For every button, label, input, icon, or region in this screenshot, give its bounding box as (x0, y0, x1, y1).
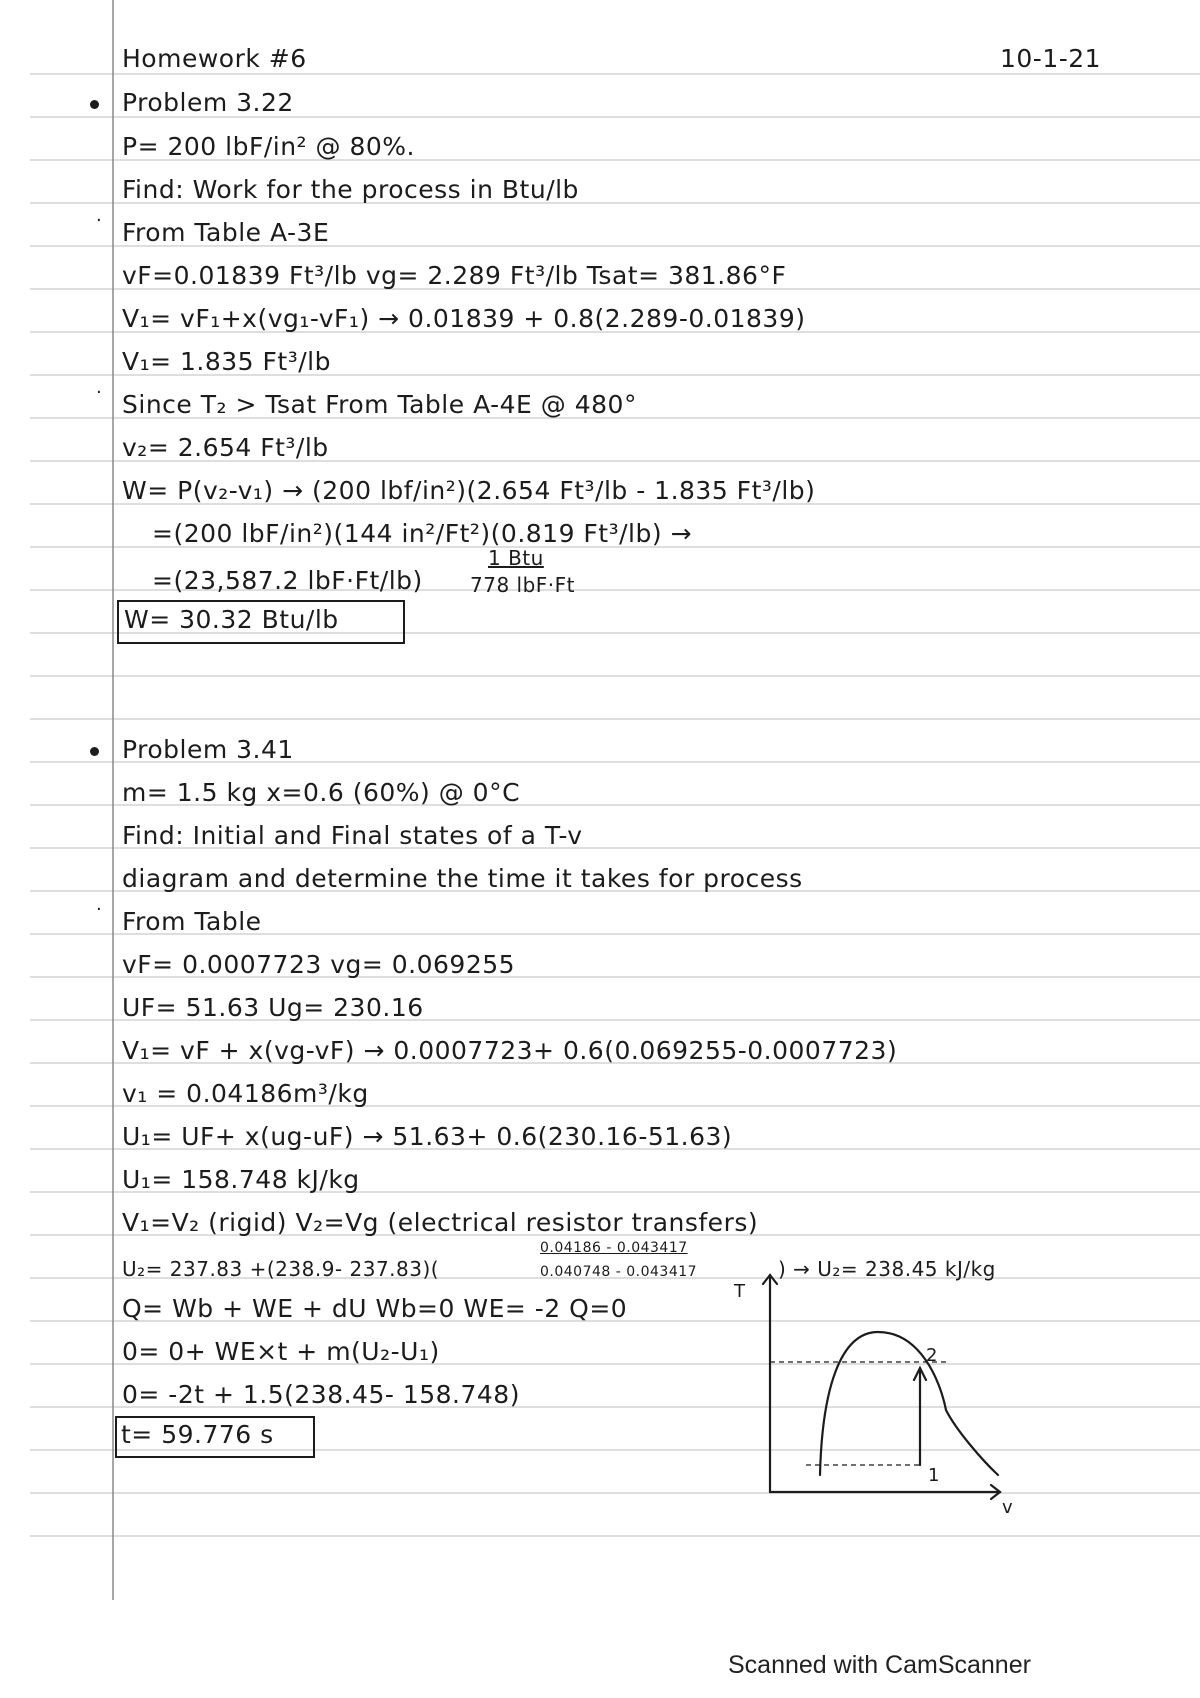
p2-find-1: Find: Initial and Final states of a T-v (122, 821, 583, 850)
step-tick: · (96, 210, 102, 231)
p2-v-values: vF= 0.0007723 vg= 0.069255 (122, 950, 516, 979)
p1-find: Find: Work for the process in Btu/lb (122, 175, 579, 204)
step-tick: · (96, 382, 102, 403)
p2-find-2: diagram and determine the time it takes for process (122, 864, 803, 893)
camscanner-watermark: Scanned with CamScanner (728, 1651, 1031, 1679)
p2-balance-expanded: 0= 0+ WE×t + m(U₂-U₁) (122, 1337, 440, 1366)
problem-2-title: Problem 3.41 (122, 735, 294, 764)
p1-given: P= 200 lbF/in² @ 80%. (122, 132, 415, 161)
p1-since: Since T₂ > Tsat From Table A-4E @ 480° (122, 390, 637, 419)
p1-conversion-denominator: 778 lbF·Ft (470, 573, 575, 597)
bullet-problem-2 (90, 747, 99, 756)
p2-energy-balance: Q= Wb + WE + dU Wb=0 WE= -2 Q=0 (122, 1294, 628, 1323)
tv-diagram-sketch (760, 1270, 1020, 1510)
p1-answer: W= 30.32 Btu/lb (124, 605, 339, 634)
tv-point-2-label: 2 (926, 1345, 938, 1366)
p2-interp-denominator: 0.040748 - 0.043417 (540, 1264, 698, 1280)
tv-y-axis-label: T (734, 1281, 745, 1302)
p2-u1-result: U₁= 158.748 kJ/kg (122, 1165, 360, 1194)
p2-v1-result: v₁ = 0.04186m³/kg (122, 1079, 369, 1108)
p1-v1-formula: V₁= vF₁+x(vg₁-vF₁) → 0.01839 + 0.8(2.289-0.01839) (122, 304, 806, 333)
p2-balance-numeric: 0= -2t + 1.5(238.45- 158.748) (122, 1380, 520, 1409)
tv-x-axis-label: v (1002, 1497, 1013, 1518)
tv-diagram (734, 1270, 1020, 1518)
p1-v1-result: V₁= 1.835 Ft³/lb (122, 347, 331, 376)
homework-title: Homework #6 (122, 44, 307, 73)
p2-u2-result: ) → U₂= 238.45 kJ/kg (778, 1257, 996, 1281)
p2-u1-formula: U₁= UF+ x(ug-uF) → 51.63+ 0.6(230.16-51.63) (122, 1122, 733, 1151)
p1-conversion-numerator: 1 Btu (488, 546, 544, 570)
step-tick: · (96, 899, 102, 920)
bullet-problem-1 (90, 100, 99, 109)
p1-work-step-2: =(23,587.2 lbF·Ft/lb) (152, 566, 423, 595)
p1-v2: v₂= 2.654 Ft³/lb (122, 433, 329, 462)
problem-1-title: Problem 3.22 (122, 88, 294, 117)
tv-point-1-label: 1 (928, 1465, 940, 1486)
p2-u2-formula: U₂= 237.83 +(238.9- 237.83)( (122, 1257, 440, 1281)
p1-work-step-1: =(200 lbF/in²)(144 in²/Ft²)(0.819 Ft³/lb) → (152, 519, 693, 548)
homework-date: 10-1-21 (1000, 44, 1102, 73)
p1-work-formula: W= P(v₂-v₁) → (200 lbf/in²)(2.654 Ft³/lb - 1.835 Ft³/lb) (122, 476, 816, 505)
p2-table: From Table (122, 907, 262, 936)
p2-u-values: UF= 51.63 Ug= 230.16 (122, 993, 424, 1022)
p1-table: From Table A-3E (122, 218, 330, 247)
p1-properties: vF=0.01839 Ft³/lb vg= 2.289 Ft³/lb Tsat= 381.86°F (122, 261, 787, 290)
p2-given: m= 1.5 kg x=0.6 (60%) @ 0°C (122, 778, 521, 807)
p2-v1-formula: V₁= vF + x(vg-vF) → 0.0007723+ 0.6(0.069255-0.0007723) (122, 1036, 898, 1065)
p2-answer: t= 59.776 s (121, 1420, 274, 1449)
p2-rigid-note: V₁=V₂ (rigid) V₂=Vg (electrical resistor transfers) (122, 1208, 759, 1237)
p2-interp-numerator: 0.04186 - 0.043417 (540, 1240, 688, 1256)
